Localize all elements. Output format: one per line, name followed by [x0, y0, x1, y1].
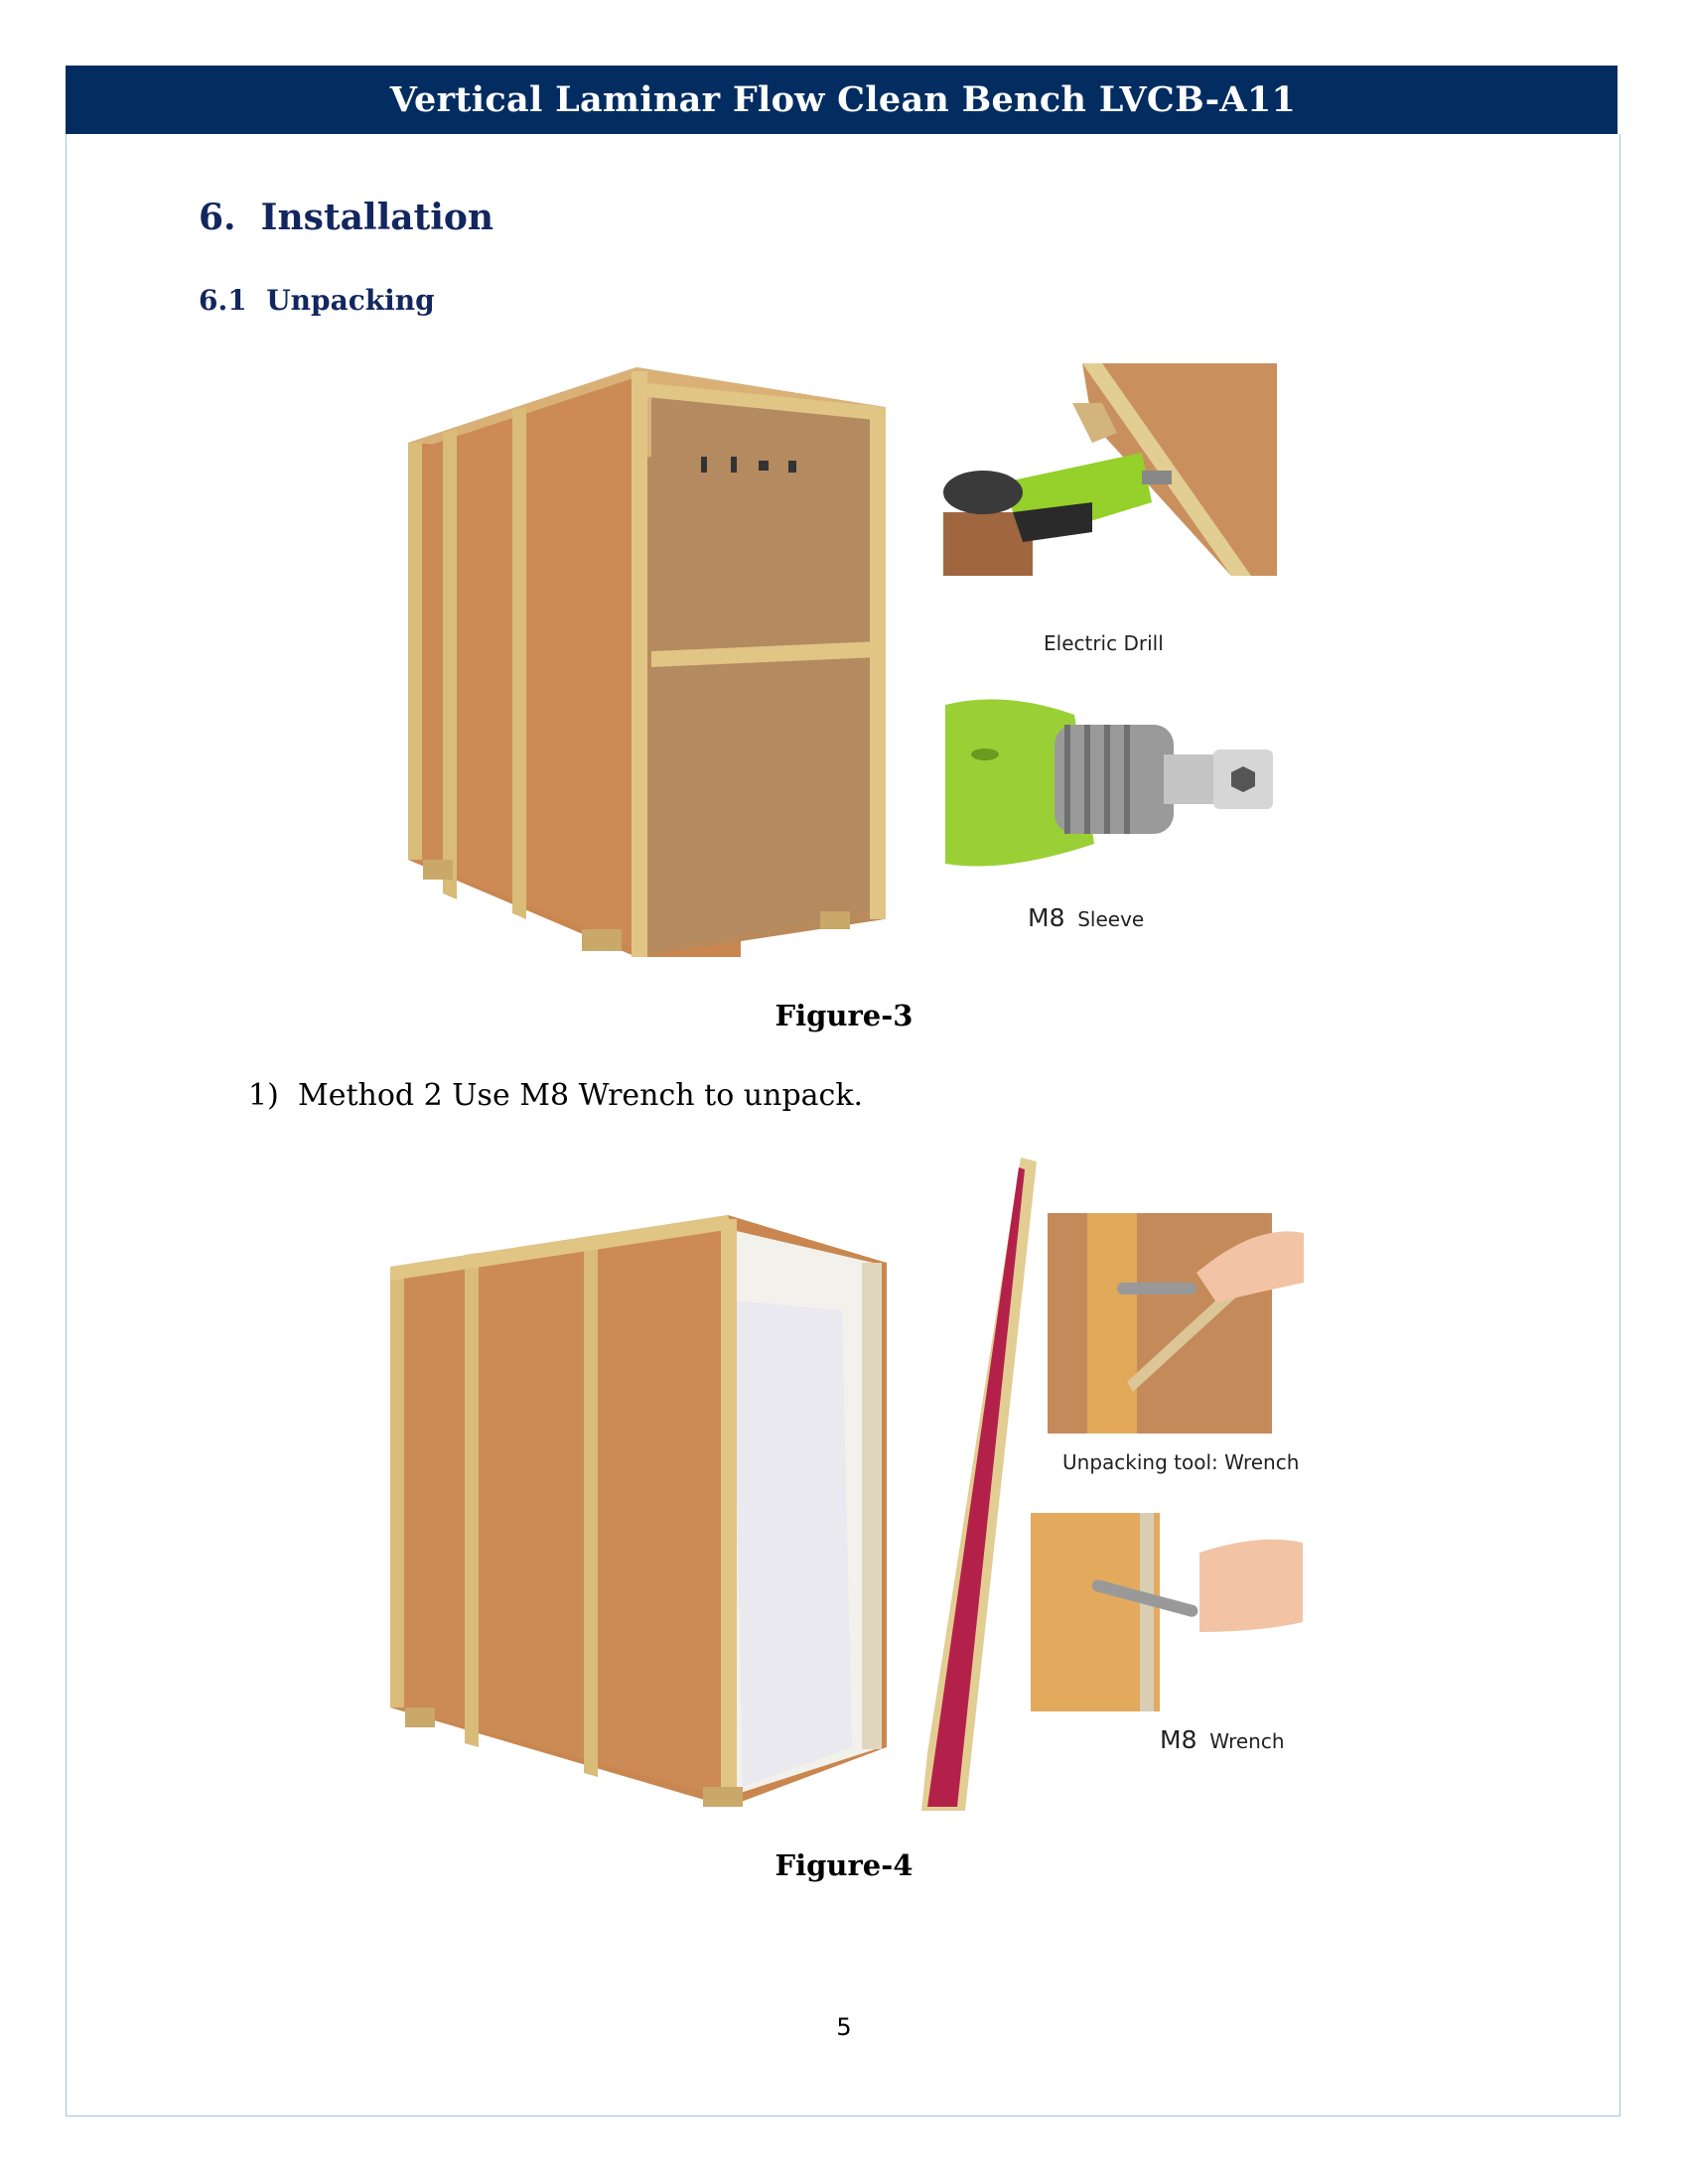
tool-label: Unpacking tool: Wrench [1062, 1450, 1300, 1474]
subsection-number: 6.1 [199, 284, 247, 317]
step-item [248, 1078, 863, 1113]
page-number: 5 [836, 2013, 852, 2041]
wrench-label [1160, 1725, 1285, 1754]
sleeve-label [1028, 903, 1144, 932]
drill-label: Electric Drill [1044, 631, 1164, 655]
drilling-photo [943, 363, 1277, 576]
figure-4-caption: Figure-4 [774, 1848, 914, 1882]
wrench-size: M8 [1160, 1725, 1197, 1754]
section-title: Installation [260, 197, 494, 238]
section-number: 6. [199, 197, 236, 238]
document-header [66, 66, 1620, 134]
figure-3-caption: Figure-3 [774, 999, 914, 1032]
document-title: Vertical Laminar Flow Clean Bench LVCB-A11 [389, 79, 1297, 120]
closed-crate-photo [403, 363, 890, 957]
subsection-title: Unpacking [266, 284, 435, 317]
wrench-bottom-photo [1031, 1513, 1303, 1711]
wrench-top-photo [1048, 1213, 1304, 1433]
section-heading [199, 197, 493, 238]
step-number: 1) [248, 1078, 279, 1113]
subsection-heading [199, 284, 435, 317]
wrench-text: Wrench [1209, 1729, 1285, 1753]
sleeve-text: Sleeve [1077, 907, 1145, 931]
removed-panel-photo [921, 1158, 1037, 1811]
sleeve-size: M8 [1028, 903, 1065, 932]
drill-chuck-photo [945, 695, 1279, 870]
step-text: Method 2 Use M8 Wrench to unpack. [298, 1078, 864, 1113]
open-crate-photo [385, 1211, 890, 1807]
